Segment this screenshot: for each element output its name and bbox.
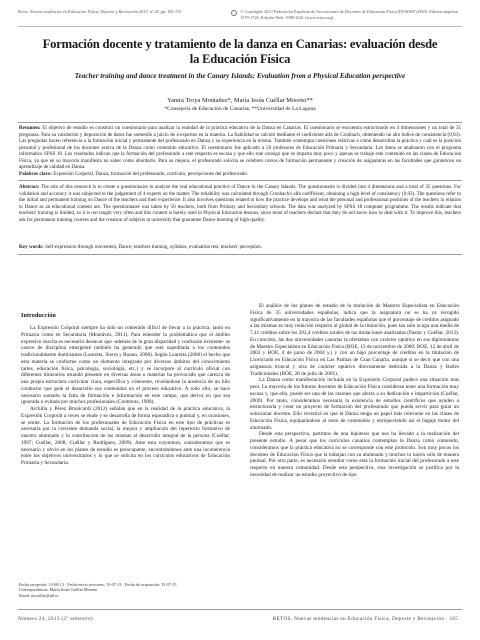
keywords-spanish-text: Expresión Corporal, Danza, formación del profesorado, currículo, percepciones del profesorado.: [51, 171, 249, 177]
keywords-english-label: Key words:: [19, 244, 44, 250]
footnote-correspondence: Correspondencia: María Jesús Cuéllar Moreno: [19, 587, 98, 593]
body-column-right: [250, 303, 459, 479]
body-paragraph: La Expresión Corporal siempre ha sido un contenido difícil de llevar a la práctica, tanto en Primaria como en Secundaria (Montávez, 2011). Para entender la problemática que el ámbito expresivo suscita es necesario destacar que -además de la gran disparidad y confusión existente- se carece de disciplina emergente también ha generado que esté supeditada a los contenidos tradicionalmente dominantes (Learreta, Sierra y Ruano, 2008). Según Learreta (2008) el hecho que esta materia se conforme como un elemento integrado por diversos ámbitos del conocimiento (artes, educación física, psicología, sociología, etc.) y se incorpore al currículo oficial con diferentes itinerarios estando presente en diversas áreas o materias ha provocado que carezca de una propia estructura curricular clara, específica y coherente, revelándose la ausencia de un hilo conductor que guíe el desarrollo sus contenidos en el proceso educativo. A todo ello, se hace necesario sumarle la falta de formación e información en este campo, que deriva en que sea ignorada o evitada por muchos profesionales (Contreras, 1998).: [21, 325, 230, 406]
copyright-icon: [231, 10, 237, 16]
issue-number: Número 24, 2013 (2º semestre): [18, 616, 93, 622]
divider-footer: [18, 609, 462, 610]
keywords-english-text: Self-expression through movement, Dance, teachers training, syllabus, evaluation test, teachers' perception.: [43, 244, 263, 250]
copyright-text: © Copyright: 2013 Federación Española de Asociaciones de Docentes de Educación Física (FEADEF) ISSN: Edición impresa: 1579-1726. Edición Web: 1988-2041 (www.retos.org): [240, 9, 459, 20]
footnote-dates: Fecha recepción: 14-08-13 · Fecha envío revisores: 15-07-13 · Fecha de aceptación: 15-07-13: [19, 582, 177, 587]
abstract-spanish: [19, 125, 461, 171]
abstract-english-label: Abstract:: [19, 184, 40, 190]
body-column-left: [21, 312, 230, 467]
divider-body: [18, 254, 462, 255]
author-affiliations: *Consejería de Educación de Canarias. **Universidad de La Laguna: [164, 106, 316, 112]
running-header: [18, 9, 462, 20]
article-subtitle-english: Teacher training and dance treatment in the Canary Islands: Evaluation from a Physical Education perspective: [74, 72, 406, 80]
abstract-english-text: The aim of this research is to create a questionnaire to analyze the real educational practice of Dance in the Canary Islands. The questionnaire is divided into 4 dimensions and a total of 35 questions. For validation and accuracy it was subjected to the judgement of 4 experts on the matter. The reliability was calculated through Cronbach's alfa coefficient, obtaining a high level of consistency (0.93). The questions refer to the initial and permanent training on Dance of the teachers and their experience. It also involves questions related to how the practice develops and what the personal and professional positions of the teachers in relation to Dance as an educational content are. The questionnaire was taken by 50 teachers, both from Primary and Secondary schools. The data was analyzed by SPSS 18 computer programme. The results indicate that teachers' training is limited, so it is not taught very often and this content is barely used in Physical Education lessons, since most of teachers declare that they do not know how to deal with it. To improve this, teachers ask for permanent training courses and the creation of subjects at university that guarantee Dance learning of high quality.: [19, 184, 461, 223]
author-list: Yanira Troya Montañez*, María Jesús Cuéllar Moreno**: [167, 97, 313, 104]
abstract-english: [19, 184, 461, 223]
body-paragraph: El análisis de los planes de estudio de la titulación de Maestro Especialista en Educación Física de 35 universidades españolas, indica que la asignatura no se ha ya recogido significativamente en la mayoría de las facultades españolas que el porcentaje de créditos asignado a las mismas es muy reducido respecto al global de la titulación, pues tan sólo ocupa una media de 7,41 créditos sobre los 202,4 créditos totales de las titulaciones analizadas (Pastor y Cuéllar, 2013). En concreto, las dos universidades canarias la ofertaban con carácter optativo en sus diplomaturas de Maestro Especialista en Educación Física (BOE, 15 de noviembre de 2000; BOE, 12 de abril de 2002 y BOE, 4 de junio de 2004 y.) y con un bajo porcentaje de créditos en la titulación de Licenciado en Educación Física en Las Palmas de Gran Canaria, aunque sí se decir que con una asignatura troncal y otra de carácter optativo directamente dedicada a la Danza y Bailes Tradicionales (BOE, 28 de julio de 2001).: [250, 303, 459, 377]
journal-citation: Retos. Nuevas tendencias en Educación Física, Deporte y Recreación 2013, nº 24, pp. 165-170: [18, 9, 182, 14]
divider-top: [18, 122, 462, 123]
footnote-email: Email: mcuellar@ull.es: [19, 592, 59, 598]
article-title: Formación docente y tratamiento de la danza en Canarias: evaluación desde la Educación Física: [42, 37, 438, 66]
section-heading-introduction: Introducción: [21, 312, 56, 319]
page-footer: [18, 616, 462, 623]
divider-abstracts: [18, 180, 462, 181]
journal-page-number: RETOS. Nuevas tendencias en Educación Física, Deporte y Recreación · 165 ·: [272, 616, 462, 622]
body-paragraph: La Danza como manifestación incluida en la Expresión Corporal padece una situación más peor. La mayoría de los futuros docentes de Educación Física consideran tener una formación muy escasa y, que ello, puede ser una de las razones que afecta a su dedicación e impartición (Cuéllar, 2009). Por tanto, consideramos necesaria la existencia de estudios científicos que ayuden a estructurarla y crear un proyecto de formación del profesorado que pueda servir para guiar un solucionar docente. Ello revertirá en que la Danza tenga un papel más relevante en las clases de Educación Física, equiparándose al resto de contenidos y enriqueciendo así el bagaje motor del alumnado.: [250, 377, 459, 431]
keywords-spanish: [19, 171, 461, 178]
copyright-block: [231, 9, 462, 20]
abstract-spanish-text: El objetivo de estudio es construir un cuestionario para analizar la realidad de la práctica educativa de la Danza en Canarias. El cuestionario se encuentra estructurado en 4 dimensiones y un total de 35 preguntas. Para su validación y depuración de datos fue sometido a juicio de 4 expertos en la materia. La fiabilidad se calculó mediante el coeficiente alfa de Cronbach, obteniendo un alto índice de consistencia (0,93). Las preguntas hacen referencia a la formación inicial y permanente del profesorado en Danza y su experiencia en la misma. También contempla cuestiones relativas a cómo desarrollan la práctica y cuál es la posición personal y profesional de los docentes acerca de la Danza como contenido educativo. El cuestionario fue aplicado a 50 profesores de Educación Primaria y Secundaria. Los datos se analizaron con el programa informático SPSS 18. Los resultados indican que la formación del profesorado a este respecto es escasa y que ello trae consigo que se imparta muy poco y apenas se trabaje este contenido en las clases de Educación Física, ya que en su mayoría manifiesta no saber cómo abordarlo. Para su mejora, el profesorado solicita se celebren cursos de formación permanente y creación de asignaturas en las facultades que garanticen un aprendizaje de calidad en Danza.: [19, 125, 461, 171]
body-paragraph: Desde esta perspectiva, partimos de una hipótesis que nos ha llevado a la realización del presente estudio. A pesar que los currículos canarios contemplan la Danza como contenido, consideramos que la práctica educativa no se corresponde con este protocolo. Son muy pocos los docentes de Educación Física que la trabajan con su alumnado y muchos lo hacen sólo de manera puntual. Por otra parte, es necesario estudiar como está la formación inicial del profesorado a este respecto en nuestra comunidad. Desde esta perspectiva, esta investigación se justifica por la necesidad de realizar un estudio proyectivo de tipo: [250, 431, 459, 478]
keywords-spanish-label: Palabras clave:: [19, 171, 52, 177]
body-paragraph: Archilla y Pérez Brunicardi (2012) señalan que en la realidad de la práctica educativa, la Expresión Corporal a veces se elude y se desarrolla de forma esporádica o puntual y, en ocasiones, se omite. La formación de los profesionales de Educación Física en este tipo de prácticas es necesaria por la creciente demanda social, la mejora y ampliación del repertorio formativo de nuestro alumnado y la contribución de las mismas al desarrollo integral de la persona (Cuéllar, 1997; Cuéllar, 2008; Cuéllar y Rodríguez, 2009). Ante esta coyuntura, consideramos que es necesario y obvio en los planes de estudio es preocupante, encontrándonos ante una incoherencia entre los objetivos universitarios y lo que se solicita en los currículos educativos de Educación Primaria y Secundaria.: [21, 406, 230, 466]
header-divider: [18, 26, 462, 27]
abstract-spanish-label: Resumen:: [19, 125, 41, 131]
footnote: [19, 582, 219, 598]
keywords-english: [19, 244, 461, 251]
